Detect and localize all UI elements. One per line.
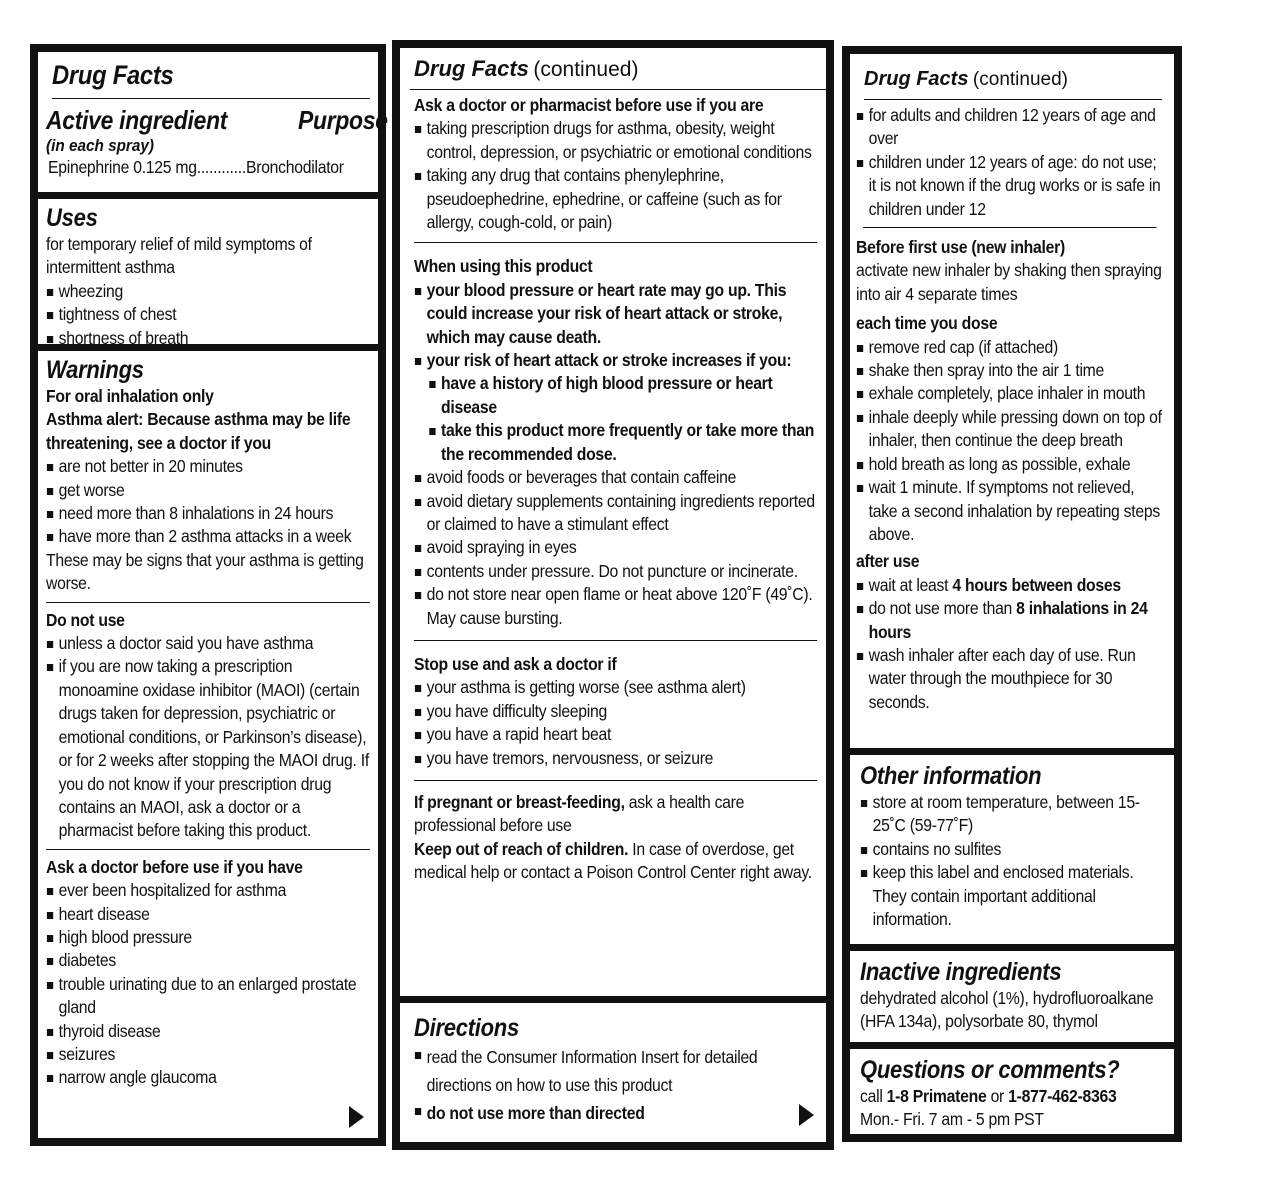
purpose-heading: Purpose	[298, 105, 388, 135]
ask-doctor-item: diabetes	[46, 949, 370, 972]
after-use-item	[856, 574, 1166, 597]
do-not-use-item: if you are now taking a prescription monoamine oxidase inhibitor (MAOI) (certain drugs taken for depression, psychiatric or emotional conditions, or Parkinson’s disease), or for 2 weeks after stopping the MAOI drug. If you do not know if your prescription drug contains an MAOI, ask a doctor or a pharmacist before taking this product.	[46, 655, 370, 842]
directions-section	[400, 996, 826, 1142]
pregnancy-warning	[414, 791, 818, 838]
each-time-item: hold breath as long as possible, exhale	[856, 453, 1166, 476]
active-ingredient-subheading: (in each spray)	[46, 136, 154, 155]
stop-use-item: you have tremors, nervousness, or seizure	[414, 747, 818, 770]
directions-continued-section	[850, 54, 1174, 748]
after-use-item: wash inhaler after each day of use. Run water through the mouthpiece for 30 seconds.	[856, 644, 1166, 714]
alert-note: These may be signs that your asthma is getting worse.	[46, 549, 364, 594]
alert-item: have more than 2 asthma attacks in a week	[46, 525, 370, 548]
uses-item: tightness of chest	[46, 303, 370, 326]
warnings-title: Warnings	[46, 356, 144, 384]
drug-facts-title: Drug Facts	[414, 56, 529, 81]
ask-pharmacist-heading: Ask a doctor or pharmacist before use if you are	[414, 95, 764, 115]
each-time-item: exhale completely, place inhaler in mouth	[856, 382, 1166, 405]
keep-out-bold: Keep out of reach of children.	[414, 838, 629, 859]
when-using-sub-item: have a history of high blood pressure or heart disease	[428, 372, 817, 419]
when-using-item: avoid foods or beverages that contain caffeine	[414, 466, 818, 489]
other-info-item: contains no sulfites	[860, 838, 1166, 861]
phone-number-1: 1-8 Primatene	[886, 1086, 987, 1106]
after-use-item	[856, 597, 1166, 644]
continued-label: (continued)	[972, 69, 1068, 90]
divider	[46, 602, 370, 603]
uses-intro: for temporary relief of mild symptoms of intermittent asthma	[46, 234, 312, 278]
active-ingredient-heading: Active ingredient	[46, 105, 228, 135]
stop-use-item: you have difficulty sleeping	[414, 700, 818, 723]
column-2-panel	[392, 40, 834, 1150]
other-info-item: keep this label and enclosed materials. They contain important additional information.	[860, 861, 1166, 931]
column-1-panel	[30, 44, 386, 1146]
pharmacist-item: taking prescription drugs for asthma, obesity, weight control, depression, or psychiatric or emotional conditions	[414, 117, 818, 164]
inactive-ingredients-title: Inactive ingredients	[860, 958, 1062, 986]
before-first-use-heading: Before first use (new inhaler)	[856, 237, 1065, 258]
divider	[414, 242, 818, 243]
each-time-heading: each time you dose	[856, 313, 998, 334]
after-use-text: wait at least	[868, 574, 953, 595]
ask-doctor-item: trouble urinating due to an enlarged prostate gland	[46, 973, 370, 1020]
ask-doctor-item: ever been hospitalized for asthma	[46, 879, 370, 902]
when-using-bold-item: your blood pressure or heart rate may go up. This could increase your risk of heart attack or stroke, which may cause death.	[414, 279, 818, 349]
when-using-heading: When using this product	[414, 256, 593, 277]
uses-item: wheezing	[46, 280, 370, 303]
when-using-bold-item: your risk of heart attack or stroke increases if you:	[414, 349, 818, 372]
questions-hours: Mon.- Fri. 7 am - 5 pm PST	[860, 1109, 1044, 1130]
when-using-item: contents under pressure. Do not puncture or incinerate.	[414, 560, 818, 583]
pregnancy-bold: If pregnant or breast-feeding,	[414, 791, 625, 812]
pregnancy-text: ask a health care professional before use	[414, 791, 745, 836]
ask-doctor-item: heart disease	[46, 903, 370, 926]
divider	[46, 849, 370, 850]
each-time-item: inhale deeply while pressing down on top of inhaler, then continue the deep breath	[856, 406, 1166, 453]
after-use-bold: 8 inhalations in 24 hours	[868, 598, 1148, 642]
other-information-title: Other information	[860, 762, 1042, 790]
oral-inhalation-note: For oral inhalation only	[46, 386, 214, 406]
call-label: call	[860, 1086, 887, 1106]
drug-facts-title: Drug Facts	[864, 68, 969, 90]
stop-use-heading: Stop use and ask a doctor if	[414, 653, 617, 674]
each-time-item: shake then spray into the air 1 time	[856, 359, 1166, 382]
column-3-panel	[842, 46, 1182, 1142]
questions-title: Questions or comments?	[860, 1056, 1120, 1084]
other-information-section	[850, 748, 1174, 944]
drug-facts-title: Drug Facts	[52, 60, 174, 90]
before-first-use-text: activate new inhaler by shaking then spraying into air 4 separate times	[856, 260, 1162, 304]
uses-section	[38, 192, 378, 348]
directions-item: read the Consumer Information Insert for detailed directions on how to use this product	[414, 1043, 818, 1099]
ingredient-line: Epinephrine 0.125 mg............Bronchodilator	[48, 157, 344, 177]
each-time-item: wait 1 minute. If symptoms not relieved, take a second inhalation by repeating steps above.	[856, 476, 1166, 546]
warnings-section	[38, 344, 378, 1138]
ask-doctor-item: high blood pressure	[46, 926, 370, 949]
continued-label: (continued)	[533, 58, 639, 81]
age-item: children under 12 years of age: do not use; it is not known if the drug works or is safe in children under 12	[856, 151, 1166, 221]
questions-section	[850, 1042, 1174, 1134]
ask-doctor-item: thyroid disease	[46, 1020, 370, 1043]
stop-use-item: your asthma is getting worse (see asthma alert)	[414, 676, 818, 699]
asthma-alert: Asthma alert: Because asthma may be life threatening, see a doctor if you	[46, 409, 351, 453]
directions-item: do not use more than directed	[414, 1099, 818, 1127]
each-time-item: remove red cap (if attached)	[856, 336, 1166, 359]
after-use-text: do not use more than	[868, 598, 1017, 619]
age-item: for adults and children 12 years of age and over	[856, 104, 1166, 151]
questions-phone-line	[860, 1085, 1166, 1108]
drug-facts-header-section	[38, 52, 388, 192]
alert-item: are not better in 20 minutes	[46, 455, 370, 478]
inactive-ingredients-section	[850, 944, 1174, 1042]
continue-arrow-icon	[799, 1104, 814, 1126]
do-not-use-heading: Do not use	[46, 609, 125, 630]
when-using-item: avoid spraying in eyes	[414, 536, 818, 559]
when-using-sub-item: take this product more frequently or take more than the recommended dose.	[428, 419, 817, 466]
other-info-item: store at room temperature, between 15-25˚C (59-77˚F)	[860, 791, 1166, 838]
ask-doctor-item: seizures	[46, 1043, 370, 1066]
uses-title: Uses	[46, 204, 98, 232]
alert-item: get worse	[46, 479, 370, 502]
divider	[414, 640, 818, 641]
keep-out-text: In case of overdose, get medical help or contact a Poison Control Center right away.	[414, 838, 812, 883]
after-use-bold: 4 hours between doses	[952, 574, 1121, 595]
ask-doctor-item: narrow angle glaucoma	[46, 1066, 370, 1089]
do-not-use-item: unless a doctor said you have asthma	[46, 632, 370, 655]
alert-item: need more than 8 inhalations in 24 hours	[46, 502, 370, 525]
uses-item: shortness of breath	[46, 327, 370, 350]
pharmacist-item: taking any drug that contains phenylephrine, pseudoephedrine, ephedrine, or caffeine (such as for allergy, cough-cold, or pain)	[414, 164, 818, 234]
divider	[414, 780, 818, 781]
ask-doctor-heading: Ask a doctor before use if you have	[46, 856, 303, 877]
directions-title: Directions	[414, 1014, 519, 1042]
after-use-heading: after use	[856, 551, 920, 572]
phone-number-2: 1-877-462-8363	[1008, 1086, 1117, 1106]
when-using-item: avoid dietary supplements containing ingredients reported or claimed to have a stimulant effect	[414, 490, 818, 537]
keep-out-warning	[414, 838, 818, 885]
when-using-item: do not store near open flame or heat above 120˚F (49˚C). May cause bursting.	[414, 583, 818, 630]
continue-arrow-icon	[349, 1106, 364, 1128]
stop-use-item: you have a rapid heart beat	[414, 723, 818, 746]
inactive-ingredients-text: dehydrated alcohol (1%), hydrofluoroalkane (HFA 134a), polysorbate 80, thymol	[860, 988, 1154, 1032]
divider	[863, 227, 1156, 228]
warnings-continued-section	[400, 48, 826, 996]
or-label: or	[986, 1086, 1009, 1106]
